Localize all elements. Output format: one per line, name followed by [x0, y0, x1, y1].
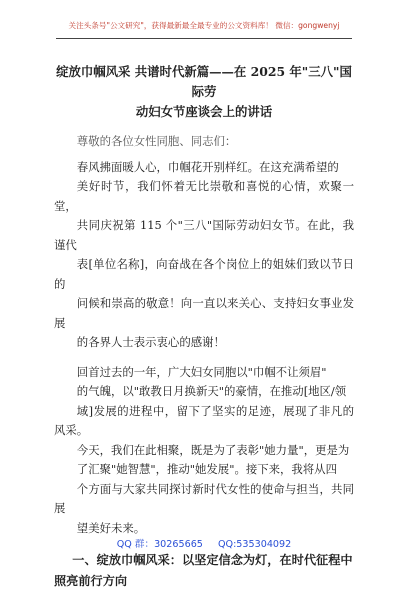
- section-heading-line-1: 一、绽放巾帼风采：以坚定信念为灯，在时代征程中: [72, 553, 353, 567]
- paragraph-line: 表[单位名称]，向奋战在各个岗位上的姐妹们致以节日的: [54, 257, 354, 291]
- section-heading-line-2: 照亮前行方向: [54, 574, 128, 588]
- paragraph-line: 的气魄，以"敢教日月换新天"的豪情，在推动[地区/领: [76, 384, 347, 398]
- title-line-2: 动妇女节座谈会上的讲话: [135, 104, 273, 119]
- paragraph-line: 域]发展的进程中，留下了坚实的足迹，展现了非凡的风采。: [54, 403, 354, 437]
- title-line-1: 绽放巾帼风采 共谱时代新篇——在 2025 年"三八"国际劳: [56, 64, 352, 99]
- section-heading-1: [54, 550, 354, 592]
- document-title: [54, 62, 354, 122]
- footer-qq-number: QQ:535304092: [217, 539, 292, 550]
- paragraph-line: 个方面与大家共同探讨新时代女性的使命与担当，共同展: [54, 481, 354, 515]
- header-divider: [56, 38, 352, 39]
- paragraph-line: 回首过去的一年，广大妇女同胞以"巾帼不让须眉": [76, 364, 327, 379]
- header-notice: 关注头条号"公文研究"，获得最新最全最专业的公文资料库！ 微信：gongwenyj: [68, 21, 340, 30]
- paragraph-line: 望美好未来。: [76, 520, 146, 535]
- paragraph-2: [54, 363, 354, 539]
- greeting: 尊敬的各位女性同胞、同志们：: [76, 134, 237, 148]
- paragraph-1: [54, 158, 354, 353]
- paragraph-line: 美好时节，我们怀着无比崇敬和喜悦的心情，欢聚一堂，: [54, 179, 354, 213]
- footer-contacts: [0, 536, 408, 550]
- footer-qq-group: QQ 群：30265665: [116, 539, 203, 550]
- paragraph-line: 的各界人士表示衷心的感谢！: [76, 335, 225, 349]
- paragraph-line: 春风拂面暖人心，巾帼花开别样红。在这充满希望的: [76, 159, 339, 174]
- document-body: [54, 62, 354, 592]
- paragraph-line: 了汇聚"她智慧"，推动"她发展"。接下来，我将从四: [76, 462, 337, 476]
- paragraph-line: 问候和崇高的敬意！向一直以来关心、支持妇女事业发展: [54, 296, 354, 330]
- paragraph-line: 今天，我们在此相聚，既是为了表彰"她力量"，更是为: [76, 442, 350, 457]
- paragraph-line: 共同庆祝第 115 个"三八"国际劳动妇女节。在此，我谨代: [54, 218, 354, 252]
